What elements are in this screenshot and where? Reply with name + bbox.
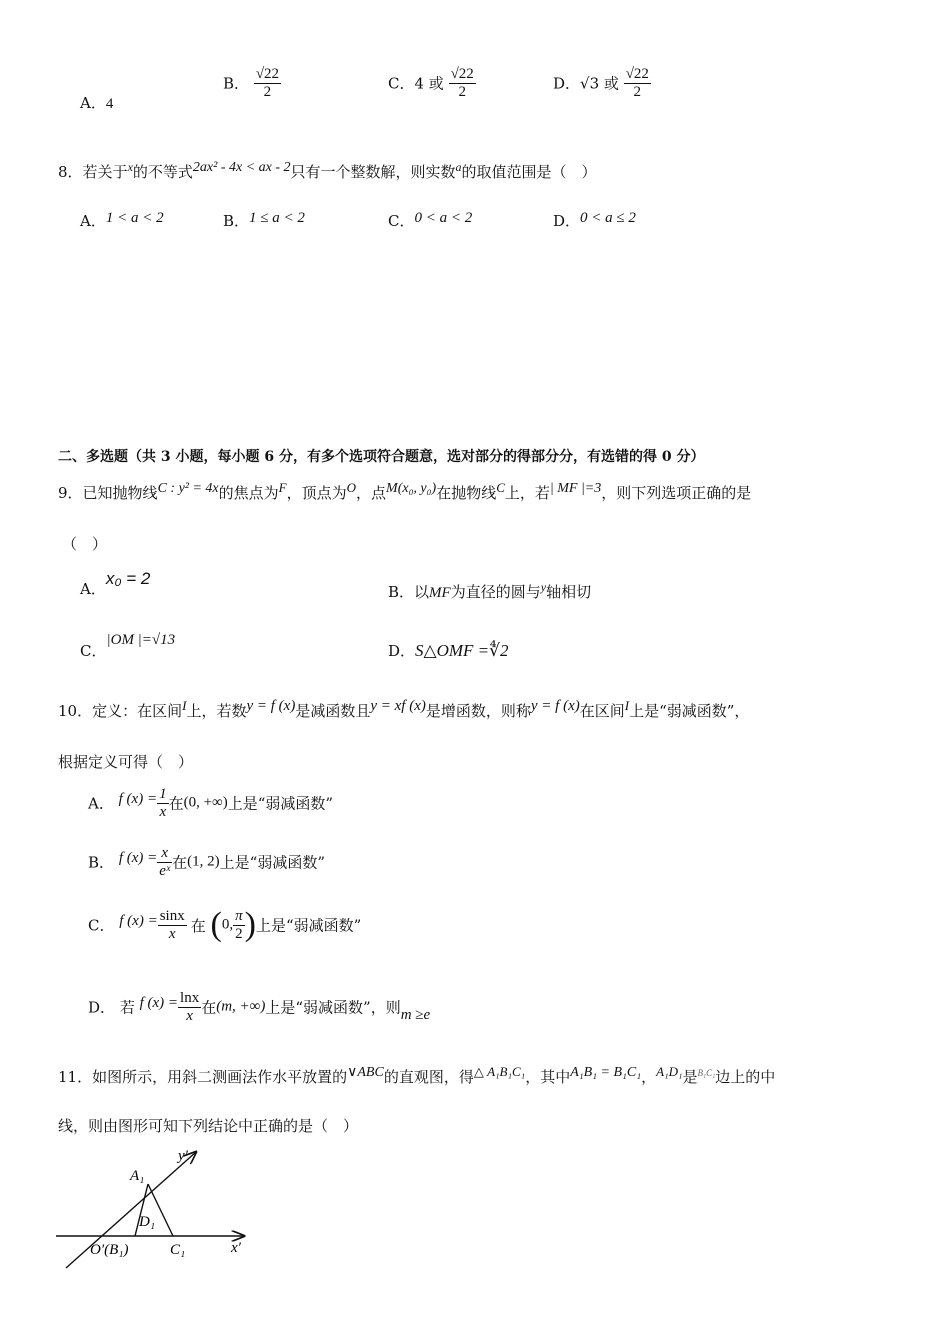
q11-stem: 11．如图所示，用斜二测画法作水平放置的$^{\vee ABC}$的直观图，得$^{\triangle A_1B_1C_1}$，其中$^{A_1B_1 = B_1C_1}$，$^{A_1D_1}$是$^{B_1C_1}$边上的中	[58, 1064, 776, 1086]
fraction: $\frac{√22}{2}$	[450, 66, 474, 100]
y-axis-label: y′	[178, 1148, 188, 1164]
q9-stem: 9．已知抛物线$^{C : y^2 = 4x}$的焦点为$^F$，顶点为$^O$，点$^{M(x_0, y_0)}$在抛物线$^C$上，若$^{| MF |=3}$，则下列选项正确的是	[58, 480, 752, 502]
q10-option-a[interactable]: A． f (x) = $\frac{1}{x}$ 在(0, +∞)上是“弱减函数”	[88, 786, 334, 820]
q9-option-c[interactable]: C．|OM |=√13	[80, 632, 176, 660]
q11-line2: 线，则由图形可知下列结论中正确的是（ ）	[58, 1117, 359, 1135]
fraction: $\frac{√22}{2}$	[255, 66, 280, 100]
q8-option-c[interactable]: C．0 < a < 2	[388, 210, 473, 230]
label-c1: C₁	[170, 1242, 186, 1258]
x-axis-label: x′	[231, 1240, 241, 1256]
q10-stem: 10．定义：在区间$^I$上，若数$^{y = f (x)}$是减函数且$^{y = xf (x)}$是增函数，则称$^{y = f (x)}$在区间$^I$上是“弱减函数”，	[58, 698, 750, 720]
left-paren: (	[210, 906, 222, 943]
q9-paren: （ ）	[62, 535, 108, 553]
q7-option-c[interactable]: C．4 或 $\frac{√22}{2}$	[388, 66, 474, 100]
right-paren: )	[244, 906, 256, 943]
q8-option-b[interactable]: B．1 ≤ a < 2	[223, 210, 305, 230]
label-d1: D₁	[139, 1214, 156, 1230]
fraction: $\frac{1}{x}$	[159, 786, 167, 820]
q9-option-d[interactable]: D．S△OMF =∜2	[388, 641, 509, 660]
q7-option-a[interactable]: A．4	[80, 94, 114, 112]
section-title: 二、多选题（共 3 小题，每小题 6 分，有多个选项符合题意，选对部分的得部分分，有选错的得 0 分）	[58, 449, 705, 465]
q7-option-d[interactable]: D．√3 或 $\frac{√22}{2}$	[553, 66, 649, 100]
label-origin: O′(B₁)	[90, 1242, 129, 1258]
q9-option-b[interactable]: B．以MF为直径的圆与$^y$轴相切	[388, 580, 592, 601]
q10-option-b[interactable]: B． f (x) = $\frac{x}{\text{eˣ}}$ 在(1, 2)上是“弱减函数”	[88, 845, 326, 879]
q10-option-d[interactable]: D． 若 f (x) = $\frac{\ln x}{x}$ 在(m, +∞)上是“弱减函数”，则m ≥e	[88, 990, 431, 1024]
q7-option-b[interactable]: B． $\frac{√22}{2}$	[223, 66, 280, 100]
q8-stem: 8．若关于$^x$的不等式$^{2ax^2 - 4x < ax - 2}$只有一个整数解，则实数$^a$的取值范围是（ ）	[58, 160, 597, 181]
label-a1: A₁	[130, 1168, 145, 1184]
q10-option-c[interactable]: C． f (x) = $\frac{\sin x}{x}$ 在 (0, $\frac{\pi}{2}$ )上是“弱减函数”	[88, 906, 362, 943]
fraction: $\frac{√22}{2}$	[625, 66, 649, 100]
fraction: $\frac{\sin x}{x}$	[159, 908, 185, 942]
fraction: $\frac{x}{\text{eˣ}}$	[159, 845, 171, 879]
fraction: $\frac{\ln x}{x}$	[180, 990, 200, 1024]
q11-figure	[56, 1146, 266, 1276]
q8-option-a[interactable]: A．1 < a < 2	[80, 210, 164, 230]
q10-line2: 根据定义可得（ ）	[58, 753, 194, 771]
q8-option-d[interactable]: D．0 < a ≤ 2	[553, 210, 636, 230]
fraction: $\frac{\pi}{2}$	[235, 908, 243, 942]
q9-option-a[interactable]: A．x₀ = 2	[80, 569, 151, 598]
oblique-diagram	[56, 1146, 266, 1276]
